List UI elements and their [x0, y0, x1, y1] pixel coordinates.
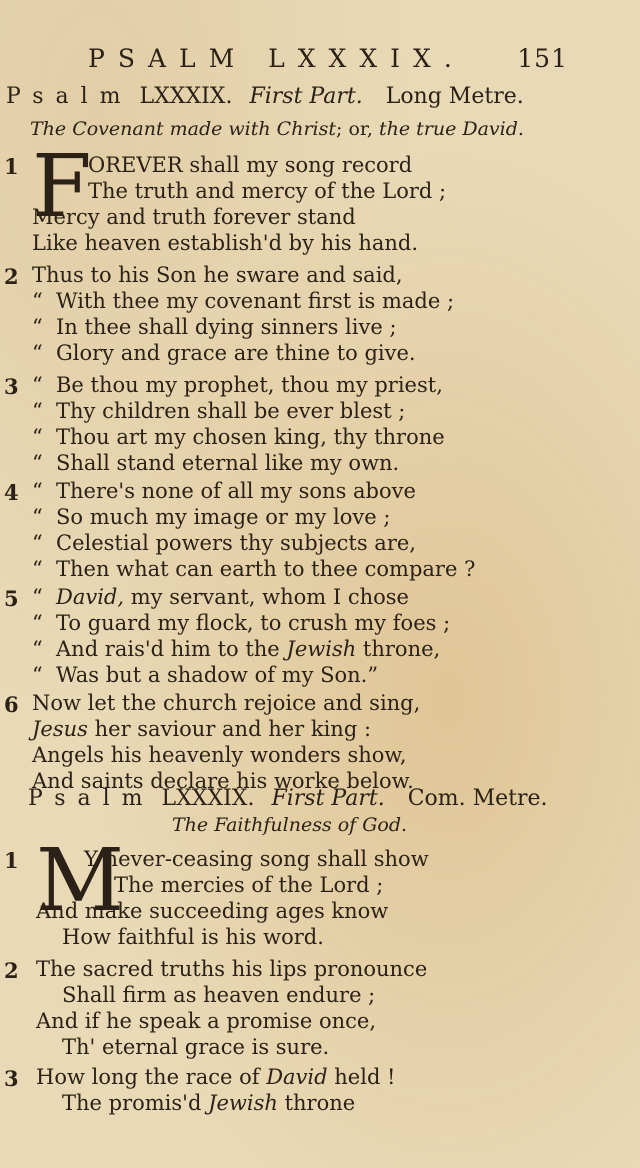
italic-name: David: [266, 1065, 328, 1089]
psalm-number: LXXXIX.: [139, 84, 233, 109]
verse-line: [32, 636, 620, 662]
stanza-number: 5: [4, 586, 19, 611]
verse-text: Y never-ceasing song shall show: [84, 847, 429, 871]
psalm-word: Psalm: [28, 786, 155, 811]
quote-mark: “: [32, 373, 43, 397]
verse-text: Th' eternal grace is sure.: [62, 1035, 330, 1059]
verse-line: [32, 314, 620, 340]
verse-text: And make succeeding ages know: [36, 899, 389, 923]
verse-line: [36, 1064, 620, 1090]
metre-label: Com. Metre.: [407, 786, 548, 811]
verse-line: [32, 478, 620, 504]
verse-line: [36, 956, 620, 982]
quote-mark: “: [32, 399, 43, 423]
verse-text: OREVER shall my song record: [88, 153, 413, 177]
verse-text: her saviour and her king :: [87, 717, 372, 741]
subtitle-part-a: The Covenant made with Christ: [30, 118, 336, 140]
stanza: [0, 956, 620, 1060]
quote-mark: “: [32, 505, 43, 529]
verse-line: [62, 1034, 620, 1060]
quote-mark: “: [32, 585, 43, 609]
italic-name: David,: [56, 585, 125, 609]
verse-line: [32, 230, 620, 256]
psalm-subtitle: [30, 118, 610, 140]
quote-mark: “: [32, 663, 43, 687]
stanza-number: 4: [4, 480, 19, 505]
italic-name: Jesus: [32, 717, 88, 741]
verse-line: [32, 662, 620, 688]
verse-text: To guard my flock, to crush my foes ;: [56, 611, 451, 635]
verse-text: held !: [327, 1065, 396, 1089]
stanza: [0, 1064, 620, 1116]
quote-mark: “: [32, 531, 43, 555]
stanza-number: 6: [4, 692, 19, 717]
psalm-heading-common-metre: [28, 786, 628, 811]
quote-mark: “: [32, 315, 43, 339]
verse-text: Celestial powers thy subjects are,: [56, 531, 416, 555]
verse-text: Shall firm as heaven endure ;: [62, 983, 376, 1007]
quote-mark: “: [32, 451, 43, 475]
italic-name: Jewish: [208, 1091, 278, 1115]
verse-line: [32, 424, 620, 450]
psalm-word: Psalm: [6, 84, 133, 109]
stanza: [0, 831, 620, 950]
stanza-number: 2: [4, 264, 19, 289]
verse-line: [62, 1090, 620, 1116]
verse-line: [88, 178, 620, 204]
verse-line: [32, 584, 620, 610]
psalm-number: LXXXIX.: [161, 786, 255, 811]
stanza-number: 2: [4, 958, 19, 983]
verse-text: Thus to his Son he sware and said,: [32, 263, 403, 287]
verse-text: And saints declare his worke below.: [32, 769, 414, 793]
stanza-number: 3: [4, 374, 19, 399]
stanza: [0, 372, 620, 476]
italic-name: Jewish: [286, 637, 357, 661]
verse-text: The promis'd: [62, 1091, 209, 1115]
verse-line: [114, 872, 620, 898]
drop-capital: M: [36, 831, 125, 931]
verse-text: my servant, whom I chose: [124, 585, 409, 609]
subtitle-part-c: the true David.: [378, 118, 524, 140]
verse-line: [32, 610, 620, 636]
stanza: [0, 584, 620, 688]
verse-line: [32, 716, 620, 742]
stanza-number: 3: [4, 1066, 19, 1091]
verse-text: The mercies of the Lord ;: [114, 873, 384, 897]
verse-text: Thou art my chosen king, thy throne: [56, 425, 445, 449]
quote-mark: “: [32, 637, 43, 661]
subtitle-part-b: ; or,: [336, 118, 373, 140]
verse-text: Shall stand eternal like my own.: [56, 451, 400, 475]
verse-line: [32, 504, 620, 530]
verse-text: Was but a shadow of my Son.”: [56, 663, 379, 687]
verse-line: [32, 742, 620, 768]
quote-mark: “: [32, 611, 43, 635]
quote-mark: “: [32, 289, 43, 313]
verse-line: [84, 846, 620, 872]
verse-text: With thee my covenant first is made ;: [56, 289, 455, 313]
verse-text: In thee shall dying sinners live ;: [56, 315, 397, 339]
verse-text: throne,: [356, 637, 441, 661]
verse-text: Now let the church rejoice and sing,: [32, 691, 421, 715]
verse-line: [32, 262, 620, 288]
stanza: [0, 137, 620, 256]
stanza-number: 1: [4, 154, 19, 179]
metre-label: Long Metre.: [385, 84, 524, 109]
verse-line: [32, 556, 620, 582]
verse-line: [32, 340, 620, 366]
verse-text: The sacred truths his lips pronounce: [36, 957, 428, 981]
verse-text: The truth and mercy of the Lord ;: [88, 179, 447, 203]
quote-mark: “: [32, 557, 43, 581]
stanza: [0, 262, 620, 366]
verse-text: Then what can earth to thee compare ?: [56, 557, 476, 581]
verse-line: [32, 372, 620, 398]
verse-text: Glory and grace are thine to give.: [56, 341, 416, 365]
verse-text: Mercy and truth forever stand: [32, 205, 356, 229]
verse-text: How long the race of: [36, 1065, 267, 1089]
verse-text: How faithful is his word.: [62, 925, 324, 949]
quote-mark: “: [32, 341, 43, 365]
verse-text: throne: [277, 1091, 356, 1115]
stanza-number: 1: [4, 848, 19, 873]
verse-line: [32, 288, 620, 314]
verse-text: Like heaven establish'd by his hand.: [32, 231, 419, 255]
verse-text: Be thou my prophet, thou my priest,: [56, 373, 443, 397]
running-head-title: PSALM LXXXIX.: [88, 44, 465, 73]
verse-line: [32, 690, 620, 716]
verse-text: So much my image or my love ;: [56, 505, 391, 529]
verse-line: [62, 982, 620, 1008]
verse-line: [62, 924, 620, 950]
verse-line: [32, 530, 620, 556]
quote-mark: “: [32, 425, 43, 449]
verse-line: [88, 152, 620, 178]
part-label: First Part.: [271, 786, 385, 811]
stanza: [0, 478, 620, 582]
verse-text: Thy children shall be ever blest ;: [56, 399, 406, 423]
page-number: 151: [517, 44, 568, 73]
verse-text: And rais'd him to the: [56, 637, 287, 661]
verse-line: [32, 398, 620, 424]
verse-text: And if he speak a promise once,: [36, 1009, 377, 1033]
verse-line: [36, 1008, 620, 1034]
stanza: [0, 690, 620, 794]
psalm-subtitle: The Faithfulness of God.: [172, 814, 408, 836]
verse-line: [32, 204, 620, 230]
part-label: First Part.: [249, 84, 363, 109]
drop-capital: F: [32, 137, 92, 237]
quote-mark: “: [32, 479, 43, 503]
verse-text: There's none of all my sons above: [56, 479, 416, 503]
verse-line: [32, 450, 620, 476]
psalm-heading-long-metre: [6, 84, 606, 109]
verse-text: Angels his heavenly wonders show,: [32, 743, 407, 767]
running-head: [88, 44, 568, 78]
